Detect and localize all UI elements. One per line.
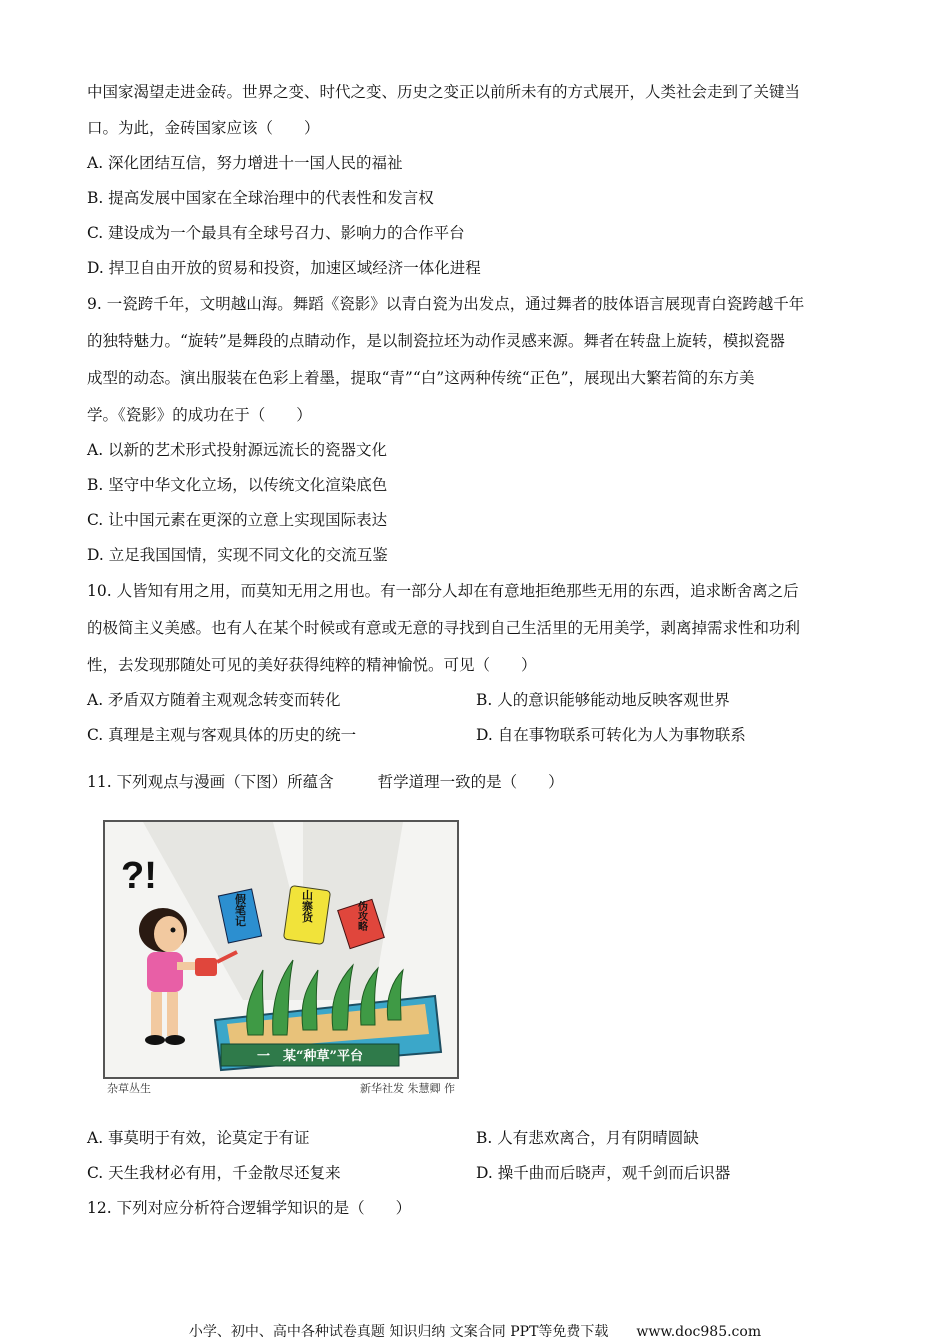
q11-option-b: B. 人有悲欢离合，月有阴晴圆缺	[476, 1129, 699, 1147]
q8-option-b: B. 提高发展中国家在全球治理中的代表性和发言权	[87, 189, 434, 207]
cartoon-caption-left: 杂草丛生	[107, 1082, 151, 1095]
q10-option-c: C. 真理是主观与客观具体的历史的统一	[87, 726, 357, 744]
q10-stem-line: 10. 人皆知有用之用，而莫知无用之用也。有一部分人却在有意地拒绝那些无用的东西，追求断舍离之后	[87, 582, 799, 600]
q10-option-d: D. 自在事物联系可转化为人为事物联系	[476, 726, 746, 744]
knockoff-bag	[283, 885, 330, 944]
q9-stem-line: 9. 一瓷跨千年，文明越山海。舞蹈《瓷影》以青白瓷为出发点，通过舞者的肢体语言展现青白瓷跨越千年	[87, 295, 805, 313]
q11-option-c: C. 天生我材必有用，千金散尽还复来	[87, 1164, 341, 1182]
q8-stem-line: 口。为此，金砖国家应该（ ）	[87, 119, 320, 137]
q12-stem: 12. 下列对应分析符合逻辑学知识的是（ ）	[87, 1199, 412, 1217]
q10-option-b: B. 人的意识能够能动地反映客观世界	[476, 691, 730, 709]
book-label: 山寨货	[300, 889, 314, 923]
q8-option-a: A. 深化团结互信，努力增进十一国人民的福祉	[87, 154, 403, 172]
q11-stem	[87, 772, 564, 792]
q10-option-a: A. 矛盾双方随着主观观念转变而转化	[87, 691, 341, 709]
q9-option-a: A. 以新的艺术形式投射源远流长的瓷器文化	[87, 441, 388, 459]
q9-option-c: C. 让中国元素在更深的立意上实现国际表达	[87, 511, 388, 529]
q8-stem-line: 中国家渴望走进金砖。世界之变、时代之变、历史之变正以前所未有的方式展开，人类社会走到了关键当	[87, 83, 801, 101]
q10-stem-line: 性，去发现那随处可见的美好获得纯粹的精神愉悦。可见（ ）	[87, 656, 537, 674]
q9-stem-line: 成型的动态。演出服装在色彩上着墨，提取“青”“白”这两种传统“正色”，展现出大繁若简的东方美	[87, 369, 755, 387]
page-footer: 小学、初中、高中各种试卷真题 知识归纳 文案合同 PPT等免费下载 www.doc985.com	[188, 1324, 762, 1340]
platform-label: 一 某“种草”平台	[257, 1049, 363, 1064]
q8-option-c: C. 建设成为一个最具有全球号召力、影响力的合作平台	[87, 224, 465, 242]
q11-option-d: D. 操千曲而后晓声，观千剑而后识器	[476, 1164, 731, 1182]
q10-stem-line: 的极简主义美感。也有人在某个时候或有意或无意的寻找到自己生活里的无用美学，剥离掉需求性和功利	[87, 619, 801, 637]
cartoon-illustration	[103, 820, 459, 1098]
q11-stem-part2: 哲学道理一致的是（ ）	[377, 773, 564, 791]
exclaim-text: ?!	[121, 855, 157, 897]
book-label: 假笔记	[233, 893, 247, 927]
cartoon-caption-right: 新华社发 朱慧卿 作	[360, 1082, 455, 1095]
q11-stem-part1: 11. 下列观点与漫画（下图）所蕴含	[87, 773, 334, 791]
q9-stem-line: 的独特魅力。“旋转”是舞段的点睛动作，是以制瓷拉坯为动作灵感来源。舞者在转盘上旋转，模拟瓷器	[87, 332, 785, 350]
q9-option-d: D. 立足我国国情，实现不同文化的交流互鉴	[87, 546, 388, 564]
q8-option-d: D. 捍卫自由开放的贸易和投资，加速区域经济一体化进程	[87, 259, 481, 277]
q11-option-a: A. 事莫明于有效，论莫定于有证	[87, 1129, 310, 1147]
q9-stem-line: 学。《瓷影》的成功在于（ ）	[87, 406, 312, 424]
q9-option-b: B. 坚守中华文化立场，以传统文化渲染底色	[87, 476, 388, 494]
book-label: 伪攻略	[355, 901, 367, 931]
